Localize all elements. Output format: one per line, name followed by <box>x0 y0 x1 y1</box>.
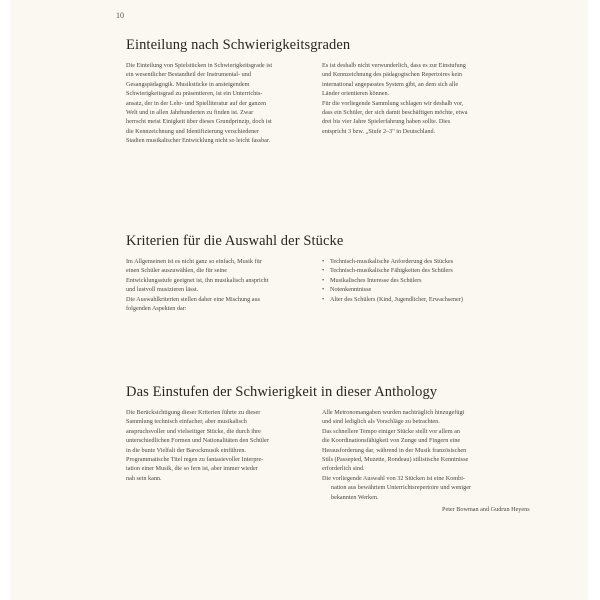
text-line: drei bis vier Jahre Spielerfahrung haben sollte. Dies <box>322 118 451 126</box>
text-line: Programmatische Titel regen zu fantasievoller Interpre- <box>126 456 264 464</box>
text-line: nation aus bewährtem Unterrichtsrepertoire und weniger <box>331 484 472 492</box>
text-line: Die vorliegende Auswahl von 32 Stücken ist eine Kombi- <box>322 474 465 482</box>
list-item-text: Technisch-musikalische Anforderung des Stückes <box>330 258 454 265</box>
list-item-text: Musikalisches Interesse des Schülers <box>330 276 422 284</box>
text-line: bekannten Werken. <box>331 493 379 501</box>
section-anthology-left-column <box>126 408 314 483</box>
section-heading-criteria: Kriterien für die Auswahl der Stücke <box>126 233 344 249</box>
text-line: Länder orientieren können. <box>322 90 390 98</box>
text-line: Die Berücksichtigung dieser Kriterien führte zu dieser <box>126 409 261 416</box>
bullet-glyph: • <box>322 286 325 294</box>
text-line: Sammlung technisch einfacher, aber musikalisch <box>126 418 247 426</box>
bullet-glyph: • <box>322 267 325 275</box>
list-item <box>322 285 510 294</box>
text-line: anspruchsvoller und vielseitiger Stücke, die durch ihre <box>126 427 261 435</box>
text-line: dass ein Schüler, der sich damit beschäftigen möchte, etwa <box>322 109 468 117</box>
text-line: ansatz, der in der Lehr- und Spielliteratur auf der ganzen <box>126 99 267 107</box>
text-line: die Koordinationsfähigkeit von Zunge und Fingern eine <box>322 437 461 445</box>
text-line: international angepasstes System gibt, an dem sich alle <box>322 80 459 88</box>
text-line: tation einer Musik, die so fern ist, aber immer wieder <box>126 465 258 473</box>
text-line: einen Schüler auszuwählen, die für seine <box>126 267 228 275</box>
text-line: nah sein kann. <box>126 474 162 482</box>
criteria-list <box>322 257 510 304</box>
list-item <box>322 295 510 304</box>
list-item <box>322 257 510 266</box>
text-line: Herausforderung dar, während in der Musik französischen <box>322 446 467 454</box>
list-item <box>322 266 510 275</box>
section-anthology-right-column <box>322 408 510 502</box>
text-line: Alle Metronomangaben wurden nachträglich hinzugefügt <box>322 409 465 416</box>
text-line: herrscht meist Einigkeit über dieses Grundprinzip, doch ist <box>126 118 272 126</box>
text-line: Stils (Passepied, Muzette, Rondeau) stilistische Kenntnisse <box>322 456 469 464</box>
text-line: die Kennzeichnung und Identifizierung verschiedener <box>126 127 259 135</box>
section-grading-right-column <box>322 61 510 136</box>
list-item-text: Alter des Schülers (Kind, Jugendlicher, Erwachsener) <box>330 295 463 303</box>
section-grading-left-column <box>126 61 314 146</box>
text-line: Stadien musikalischer Entwicklung nicht so leicht fassbar. <box>126 137 271 145</box>
text-line: erforderlich sind. <box>322 465 365 473</box>
bullet-glyph: • <box>322 276 325 284</box>
section-heading-grading: Einteilung nach Schwierigkeitsgraden <box>126 37 351 53</box>
text-line: Das schnellere Tempo einiger Stücke stellt vor allem an <box>322 427 460 435</box>
section-heading-anthology: Das Einstufen der Schwierigkeit in dieser Anthology <box>126 384 438 400</box>
bullet-glyph: • <box>322 258 325 265</box>
text-line: in die bunte Vielfalt der Barockmusik einführen. <box>126 446 246 454</box>
text-line: Es ist deshalb nicht verwunderlich, dass es zur Einstufung <box>322 62 466 69</box>
list-item-text: Notenkenntnisse <box>330 286 372 294</box>
text-line: ein wesentlicher Bestandteil der Instrumental- und <box>126 71 251 79</box>
text-line: Entwicklungsstufe geeignet ist, ihn musikalisch anspricht <box>126 276 269 284</box>
bullet-glyph: • <box>322 295 325 303</box>
text-line: und lustvoll musizieren lässt. <box>126 286 199 294</box>
text-line: Die Einteilung von Spielstücken in Schwierigkeitsgrade ist <box>126 62 273 69</box>
list-item <box>322 276 510 285</box>
text-line: und Kennzeichnung des pädagogischen Repertoires kein <box>322 71 463 79</box>
section-criteria-left-column <box>126 257 314 313</box>
text-line: und sind lediglich als Vorschläge zu betrachten. <box>322 418 440 426</box>
section-criteria-right-column <box>322 257 510 304</box>
text-line: Im Allgemeinen ist es nicht ganz so einfach, Musik für <box>126 258 262 265</box>
text-line: unterschiedlichen Formen und Nationalitäten den Schüler <box>126 437 269 445</box>
author-signature: Peter Bowman and Gudrun Heyens <box>442 506 530 513</box>
text-line: Welt und in allen Jahrhunderten zu finden ist. Zwar <box>126 109 254 117</box>
page-number: 10 <box>116 11 124 20</box>
text-line: Gesangspädagogik. Musikstücke in ansteigendem <box>126 80 250 88</box>
text-line: Die Auswahlkriterien stellen daher eine Mischung aus <box>126 295 261 303</box>
text-line: Für die vorliegende Sammlung schlagen wir deshalb vor, <box>322 99 464 107</box>
text-line: folgenden Aspekten dar: <box>126 305 187 313</box>
text-line: Schwierigkeitsgrad zu präsentieren, ist ein Unterrichts- <box>126 90 263 98</box>
text-line: entspricht 3 bzw. „Stufe 2–3" in Deutschland. <box>322 127 436 135</box>
list-item-text: Technisch-musikalische Fähigkeiten des Schülers <box>330 267 453 275</box>
